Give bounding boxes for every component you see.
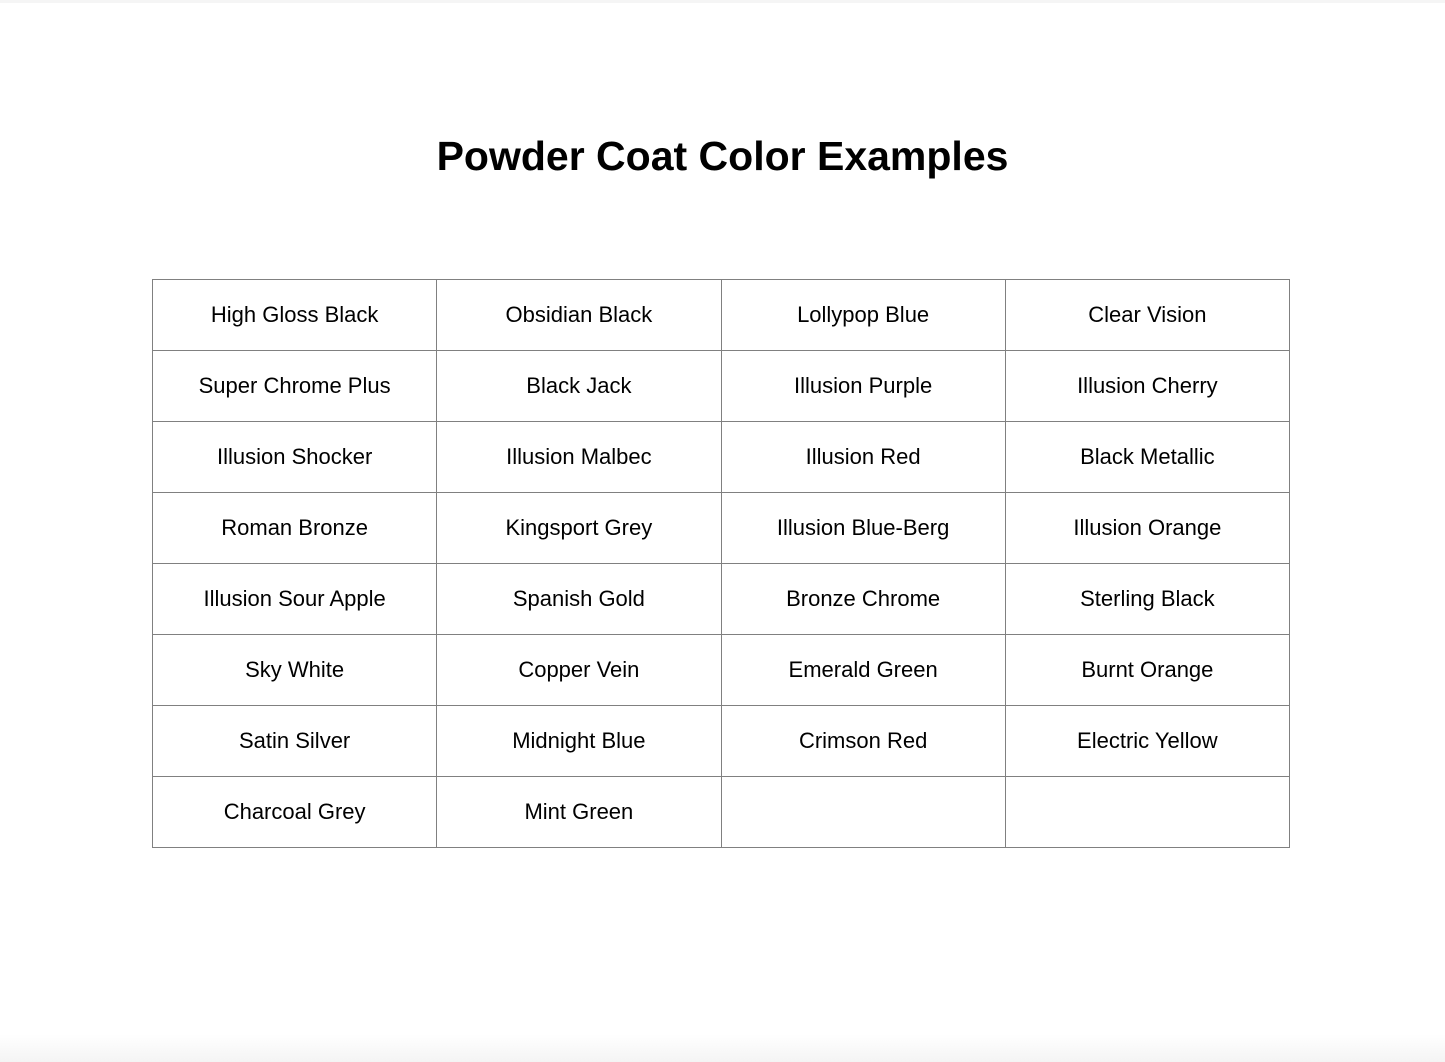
table-cell: Crimson Red [721,706,1005,777]
table-cell: Emerald Green [721,635,1005,706]
table-cell: Illusion Blue-Berg [721,493,1005,564]
table-cell: Illusion Sour Apple [153,564,437,635]
table-cell: Bronze Chrome [721,564,1005,635]
table-cell: High Gloss Black [153,280,437,351]
table-cell: Illusion Orange [1005,493,1289,564]
table-cell: Electric Yellow [1005,706,1289,777]
table-cell [1005,777,1289,848]
table-cell: Sterling Black [1005,564,1289,635]
table-row [153,564,1290,635]
table-cell: Lollypop Blue [721,280,1005,351]
page-bottom-shadow [0,1034,1445,1062]
table-row [153,777,1290,848]
table-cell: Roman Bronze [153,493,437,564]
table-cell: Burnt Orange [1005,635,1289,706]
table-cell: Obsidian Black [437,280,721,351]
table-row [153,422,1290,493]
table-row [153,493,1290,564]
page-title: Powder Coat Color Examples [436,133,1009,179]
table-row [153,635,1290,706]
table-cell: Midnight Blue [437,706,721,777]
table-cell: Illusion Red [721,422,1005,493]
table-row [153,351,1290,422]
table-cell: Sky White [153,635,437,706]
table-cell: Illusion Malbec [437,422,721,493]
table-cell: Illusion Cherry [1005,351,1289,422]
table-cell: Mint Green [437,777,721,848]
page-top-edge [0,0,1445,3]
color-table [152,279,1290,848]
table-cell: Clear Vision [1005,280,1289,351]
table-cell: Black Jack [437,351,721,422]
table-row [153,280,1290,351]
table-cell: Satin Silver [153,706,437,777]
table-cell: Kingsport Grey [437,493,721,564]
table-cell [721,777,1005,848]
table-cell: Black Metallic [1005,422,1289,493]
table-cell: Copper Vein [437,635,721,706]
table-cell: Illusion Purple [721,351,1005,422]
table-cell: Super Chrome Plus [153,351,437,422]
table-cell: Charcoal Grey [153,777,437,848]
table-cell: Illusion Shocker [153,422,437,493]
table-cell: Spanish Gold [437,564,721,635]
table-row [153,706,1290,777]
